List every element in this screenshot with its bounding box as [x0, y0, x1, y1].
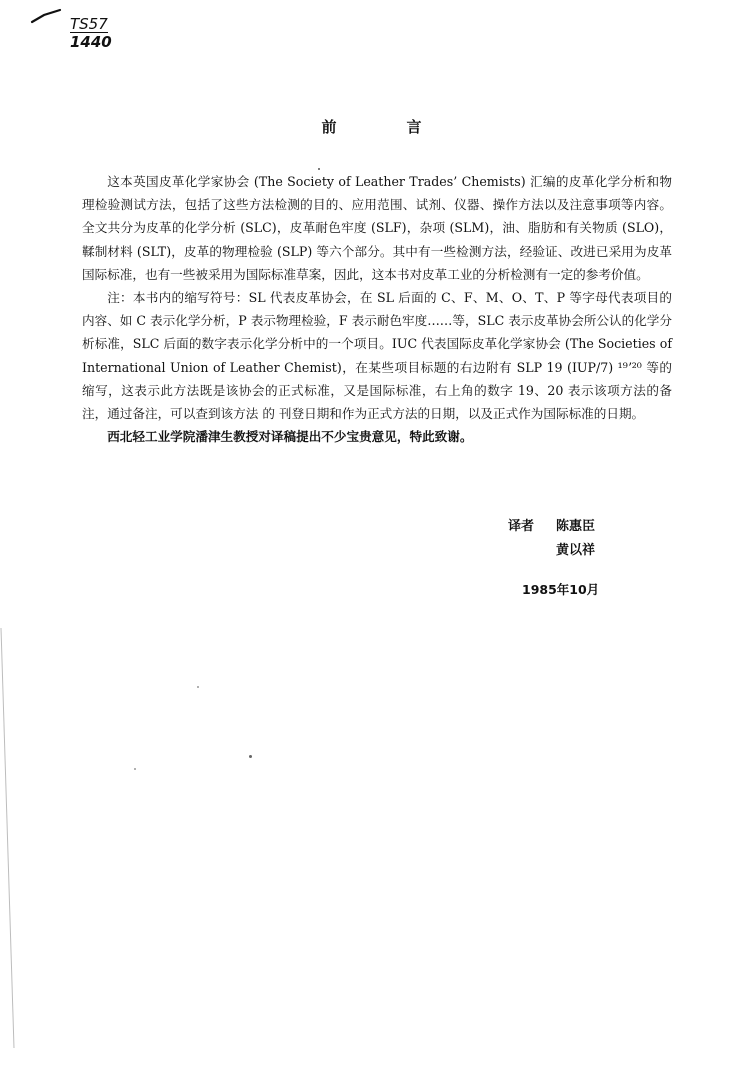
translator-name-1: 陈惠臣	[556, 519, 596, 534]
paragraph-intro: 这本英国皮革化学家协会 (The Society of Leather Trades’ Chemists) 汇编的皮革化学分析和物理检验测试方法，包括了这些方法检测的目的、应用范围、试剂、仪器、操作方法以及注意事项等内容。全文共分为皮革的化学分析 (SLC)，皮革耐色牢度 (SLF)，杂项 (SLM)，油、脂肪和有关物质 (SLO)，鞣制材料 (SLT)，皮革的物理检验 (SLP) 等六个部分。其中有一些检测方法，经验证、改进已采用为皮革国际标准，也有一些被采用为国际标准草案，因此，这本书对皮革工业的分析检测有一定的参考价值。	[82, 174, 672, 282]
title-char-1: 前	[321, 118, 337, 136]
translator-role-label: 译者	[508, 519, 535, 534]
scan-margin-line	[0, 628, 16, 1048]
pen-stroke-mark	[30, 6, 70, 26]
paragraph-note: 注：本书内的缩写符号：SL 代表皮革协会，在 SL 后面的 C、F、M、O、T、P 等字母代表项目的内容、如 C 表示化学分析，P 表示物理检验，F 表示耐色牢度……等，SLC 表示皮革协会所公认的化学分析标准，SLC 后面的数字表示化学分析中的一个项目。IUC 代表国际皮革化学家协会 (The Societies of International Union of Leather Chemist)，在某些项目标题的右边附有 SLP 19 (IUP/7) ¹⁹ʼ²⁰ 等的缩写，这表示此方法既是该协会的正式标准，又是国际标准，右上角的数字 19、20 表示该项方法的备注，通过备注，可以查到该方法 的 刊登日期和作为正式方法的日期，以及正式作为国际标准的日期。	[82, 290, 672, 422]
preface-body	[82, 170, 672, 448]
call-number-top: TS57	[70, 15, 108, 33]
call-number-bottom: 1440	[70, 33, 112, 51]
preface-date: 1985年10月	[522, 582, 600, 597]
scan-speck	[249, 755, 252, 758]
title-char-2: 言	[406, 118, 422, 136]
paragraph-acknowledgement: 西北轻工业学院潘津生教授对译稿提出不少宝贵意见，特此致谢。	[107, 429, 473, 445]
page-title	[0, 116, 743, 137]
scan-speck	[318, 168, 320, 170]
handwritten-annotation	[30, 6, 110, 56]
signature-block	[508, 515, 595, 563]
scan-speck	[197, 686, 199, 688]
scan-speck	[134, 768, 136, 770]
translator-name-2: 黄以祥	[556, 543, 596, 558]
